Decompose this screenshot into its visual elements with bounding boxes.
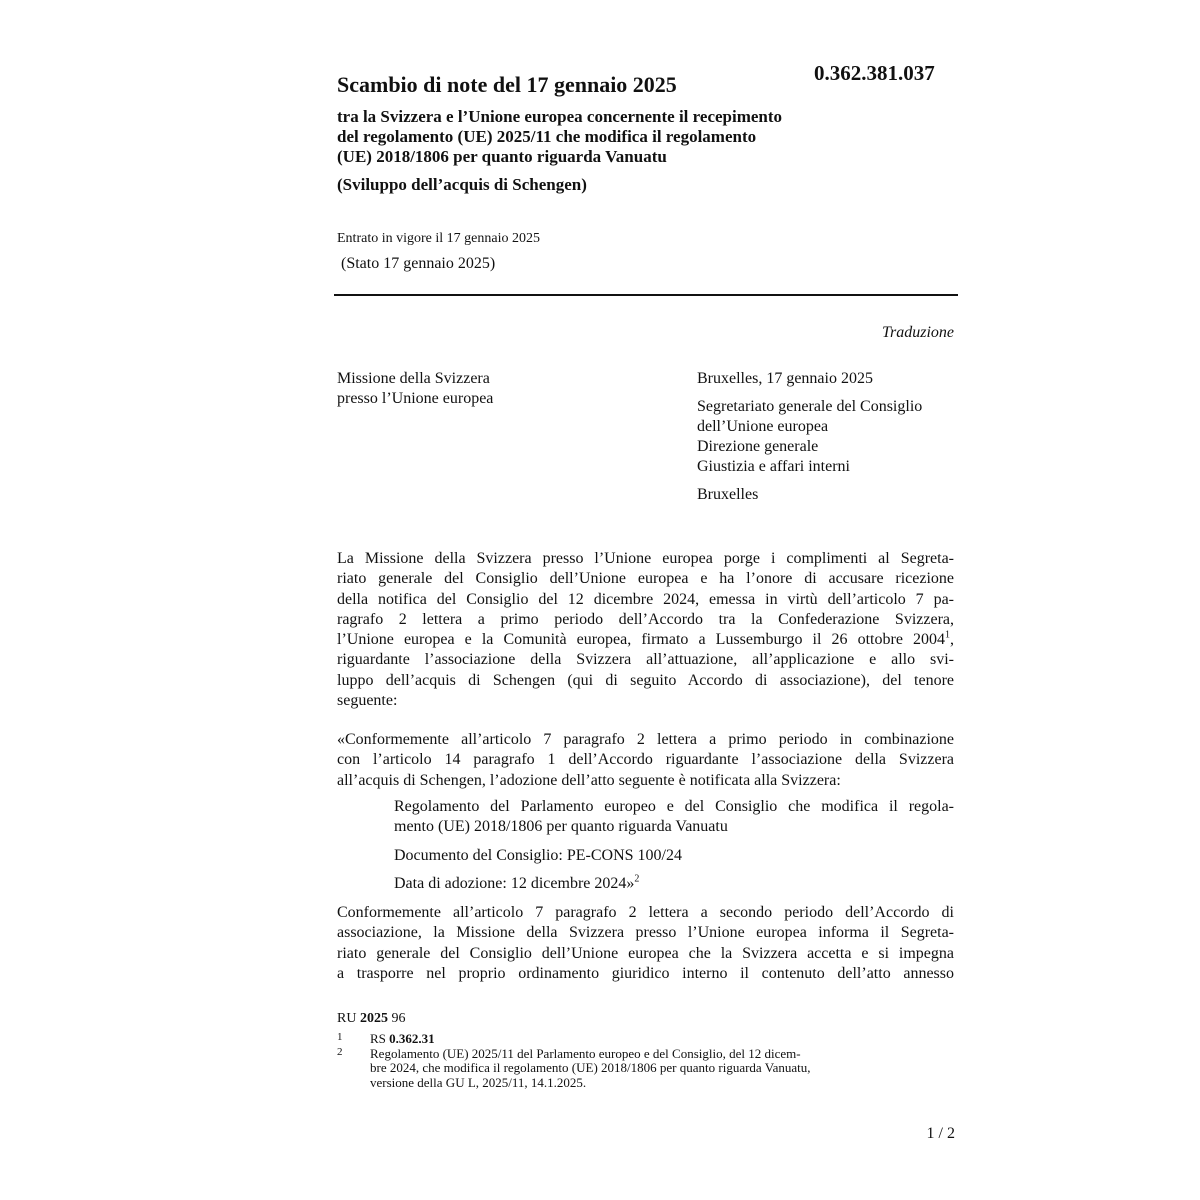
text-line: all’acquis di Schengen, l’adozione dell’atto seguente è notificata alla Svizzera: [337, 771, 841, 789]
text-line: La Missione della Svizzera presso l’Unione europea porge i complimenti al Segreta- [337, 550, 954, 567]
text-line: Regolamento del Parlamento europeo e del Consiglio che modifica il regola- [394, 798, 954, 815]
text-line: associazione, la Missione della Svizzera presso l’Unione europea informa il Segreta- [337, 924, 954, 942]
text-line: con l’articolo 14 paragrafo 1 dell’Accordo riguardante l’associazione della Svizzera [337, 751, 954, 769]
footnote-2 [337, 1047, 811, 1091]
text-line: riato generale del Consiglio dell’Unione europea e ha l’onore di accusare ricezione [337, 570, 954, 588]
subtitle-line: (UE) 2018/1806 per quanto riguarda Vanuatu [337, 147, 667, 166]
ru-year: 2025 [359, 1011, 388, 1026]
footnote-sr-link[interactable]: 0.362.31 [389, 1031, 435, 1046]
text-line: luppo dell’acquis di Schengen (qui di seguito Accordo di associazione), del tenore [337, 671, 954, 689]
sender-line: presso l’Unione europea [337, 390, 494, 407]
footnote-prefix: RS [370, 1031, 386, 1046]
text-line: ragrafo 2 lettera a primo periodo dell’Accordo tra la Confederazione Svizzera, [337, 610, 954, 628]
text-line: riato generale del Consiglio dell’Unione europea che la Svizzera accetta e si impegna [337, 944, 954, 962]
sender-line: Missione della Svizzera [337, 370, 490, 387]
ru-prefix: RU [337, 1011, 357, 1026]
sender-block [337, 369, 493, 409]
page-number: 1 / 2 [926, 1125, 955, 1142]
translation-label: Traduzione [881, 324, 954, 341]
notified-act [394, 797, 954, 894]
sr-number: 0.362.381.037 [814, 61, 935, 85]
recipient-line: Giustizia e affari interni [697, 458, 850, 475]
adoption-date [394, 874, 954, 894]
text-line: mento (UE) 2018/1806 per quanto riguarda Vanuatu [394, 818, 728, 836]
subtitle-line: tra la Svizzera e l’Unione europea concernente il recepimento [337, 107, 783, 126]
schengen-note: (Sviluppo dell’acquis di Schengen) [337, 175, 587, 194]
council-document: Documento del Consiglio: PE-CONS 100/24 [394, 846, 682, 864]
letter-date: Bruxelles, 17 gennaio 2025 [697, 370, 873, 387]
recipient-city: Bruxelles [697, 486, 759, 503]
header-divider [334, 294, 958, 296]
recipient-line: dell’Unione europea [697, 418, 829, 435]
footnote-number: 1 [337, 1031, 343, 1043]
ru-number: 96 [391, 1011, 406, 1026]
text-fragment: Data di adozione: 12 dicembre 2024» [394, 874, 635, 892]
text-line: l’Unione europea e la Comunità europea, firmato a Lussemburgo il 26 ottobre 2004$^1$, [337, 629, 954, 649]
text-fragment: l’Unione europea e la Comunità europea, firmato a Lussemburgo il 26 ottobre 2004 [337, 631, 945, 649]
text-line: «Conformemente all’articolo 7 paragrafo 2 lettera a primo periodo in combinazione [337, 731, 954, 748]
body-paragraph-2 [337, 730, 954, 791]
recipient-block [697, 369, 922, 505]
footnote-ref-2[interactable]: 2 [634, 873, 640, 885]
footnote-text: Regolamento (UE) 2025/11 del Parlamento europeo e del Consiglio, del 12 dicem- [370, 1045, 801, 1061]
footnote-ref-1[interactable]: 1 [945, 629, 950, 641]
text-line: seguente: [337, 692, 398, 710]
ru-reference [337, 1011, 405, 1027]
in-force-date: Entrato in vigore il 17 gennaio 2025 [337, 231, 540, 246]
text-line: della notifica del Consiglio del 12 dicembre 2024, emessa in virtù dell’articolo 7 pa- [337, 590, 954, 608]
footnote-1 [337, 1032, 811, 1047]
text-line: a trasporre nel proprio ordinamento giuridico interno il contenuto dell’atto annesso [337, 964, 954, 982]
footnote-text [370, 1032, 811, 1047]
body-paragraph-3 [337, 903, 954, 984]
footnote-text: versione della GU L, 2025/11, 14.1.2025. [370, 1074, 587, 1090]
document-title: Scambio di note del 17 gennaio 2025 [337, 72, 677, 97]
document-subtitle [337, 107, 897, 167]
text-line: riguardante l’associazione della Svizzera all’attuazione, all’applicazione e allo svi- [337, 651, 954, 669]
footnotes [337, 1032, 811, 1090]
footnote-number: 2 [337, 1045, 343, 1058]
status-date: (Stato 17 gennaio 2025) [341, 255, 496, 272]
subtitle-line: del regolamento (UE) 2025/11 che modifica il regolamento [337, 127, 757, 146]
body-paragraph-1 [337, 549, 954, 711]
text-line: Conformemente all’articolo 7 paragrafo 2 lettera a secondo periodo dell’Accordo di [337, 904, 954, 921]
recipient-line: Direzione generale [697, 438, 819, 455]
footnote-text: bre 2024, che modifica il regolamento (UE) 2018/1806 per quanto riguarda Vanuatu, [370, 1060, 811, 1075]
recipient-line: Segretariato generale del Consiglio [697, 398, 923, 415]
